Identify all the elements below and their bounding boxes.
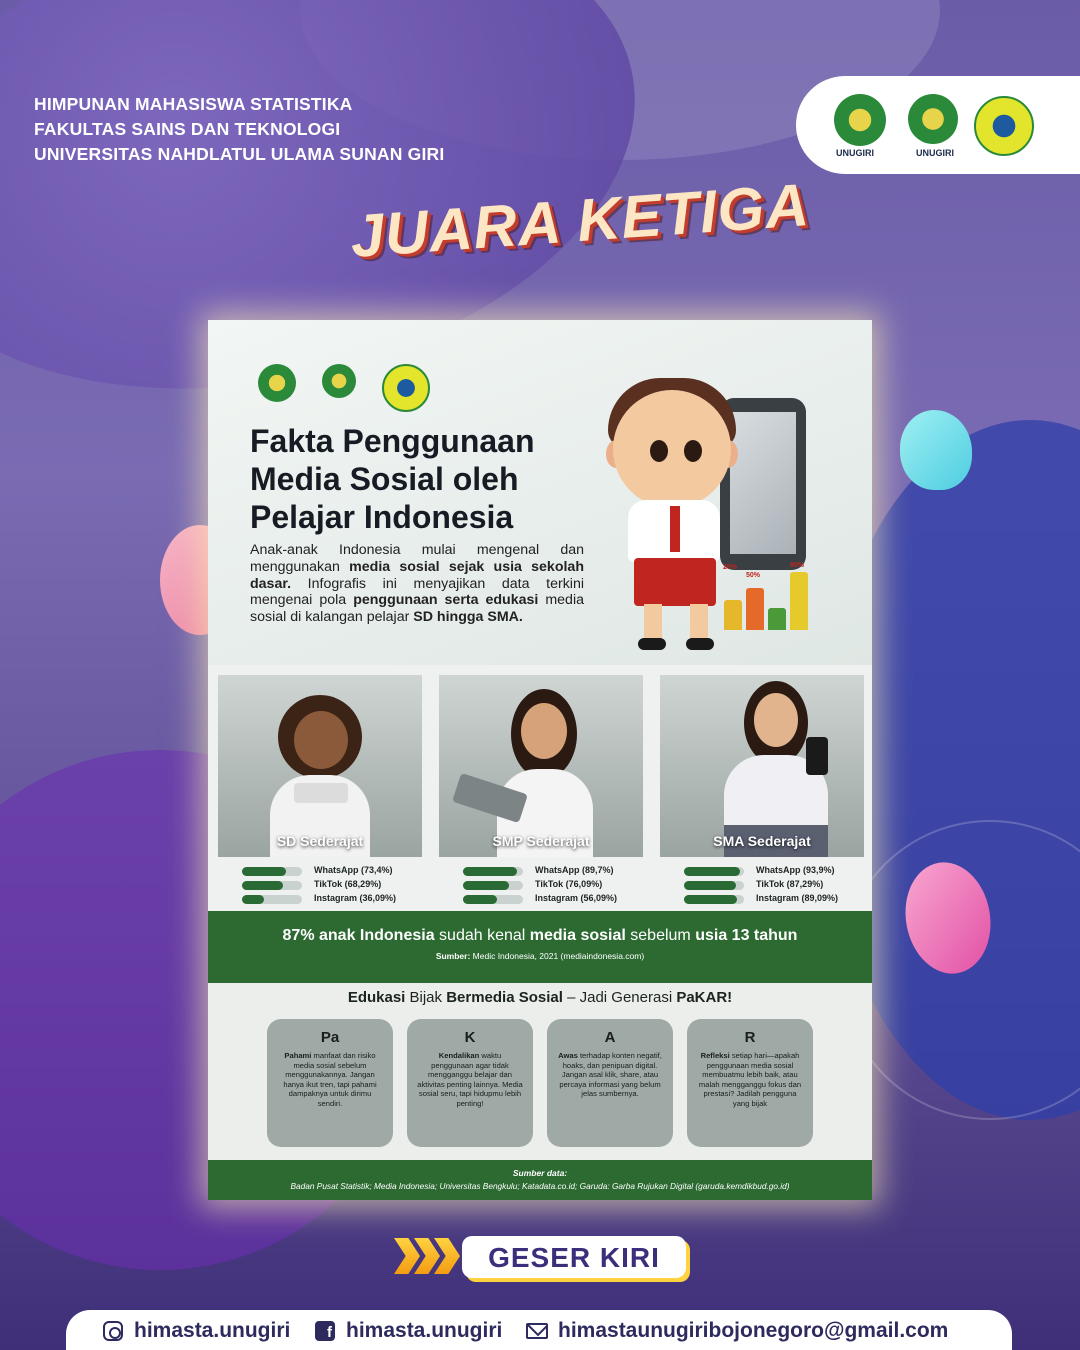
org-line-2: FAKULTAS SAINS DAN TEKNOLOGI — [34, 119, 341, 139]
pakar-card-pa — [267, 1019, 393, 1147]
card-text: Pahami manfaat dan risiko media sosial sebelum menggunakannya. Jangan hanya ikut tren, tapi pahami dampaknya untuk dirimu sendiri. — [283, 1051, 377, 1108]
bar-chart-illustration-icon — [720, 570, 816, 630]
stat-smp-whatsapp: WhatsApp (89,7%) — [463, 865, 643, 877]
card-letter: Pa — [320, 1029, 340, 1046]
poster-unugiri-logo-icon — [258, 364, 296, 402]
group-label-sma: SMA Sederajat — [713, 833, 811, 849]
stat-fill — [463, 867, 517, 876]
pakar-card-a — [547, 1019, 673, 1147]
stat-sma-instagram: Instagram (89,09%) — [684, 893, 864, 905]
group-label-sd: SD Sederajat — [276, 833, 364, 849]
phone-screen — [730, 412, 796, 554]
title-line-1: Fakta Penggunaan — [250, 423, 535, 459]
chart-label-1: 20% — [723, 564, 738, 571]
card-text: Awas terhadap konten negatif, hoaks, dan penipuan digital. Jangan asal klik, share, atau percaya informasi yang belum jelas sumbernya. — [558, 1051, 662, 1099]
contact-instagram[interactable] — [102, 1318, 290, 1344]
stat-sma-whatsapp: WhatsApp (93,9%) — [684, 865, 864, 877]
sources-title: Sumber data: — [512, 1168, 568, 1178]
poster-intro: Anak-anak Indonesia mulai mengenal dan menggunakan media sosial sejak usia sekolah dasar. Infografis ini menyajikan data terkini mengenai pola penggunaan serta edukasi media sosial di kalangan pelajar SD hingga SMA. — [250, 542, 584, 626]
contact-email[interactable] — [526, 1318, 948, 1344]
organization-name — [34, 92, 444, 167]
headline: JUARA KETIGA — [348, 171, 812, 270]
contact-facebook[interactable] — [314, 1318, 502, 1344]
stat-fill — [463, 895, 497, 904]
unugiri-logo-icon — [834, 94, 886, 146]
card-text: Kendalikan waktu penggunaan agar tidak mengganggu belajar dan aktivitas penting lainnya. Media sosial seru, tapi hidupmu lebih penting! — [417, 1051, 523, 1108]
facebook-icon: f — [315, 1321, 335, 1341]
sd-student-photo — [218, 675, 422, 857]
sources-list: Badan Pusat Statistik; Media Indonesia; Universitas Bengkulu; Katadata.co.id; Garuda: Garba Rujukan Digital (garuda.kemdikbud.go.id) — [290, 1181, 790, 1191]
org-line-3: UNIVERSITAS NAHDLATUL ULAMA SUNAN GIRI — [34, 144, 445, 164]
poster-top-section — [208, 320, 872, 665]
stat-smp-instagram: Instagram (56,09%) — [463, 893, 643, 905]
stat-smp-tiktok: TikTok (76,09%) — [463, 879, 643, 891]
poster-himasta-logo-icon — [382, 364, 430, 412]
swipe-label: GESER KIRI — [488, 1242, 660, 1273]
chart-label-3: 80% — [790, 562, 805, 569]
poster-fst-logo-icon — [322, 364, 356, 398]
fst-unugiri-logo-icon — [908, 94, 958, 144]
stat-sd-instagram: Instagram (36,09%) — [242, 893, 422, 905]
key-fact-text: 87% anak Indonesia sudah kenal media sosial sebelum usia 13 tahun — [282, 927, 798, 944]
usage-columns — [208, 665, 872, 911]
stat-fill — [242, 867, 286, 876]
sma-student-photo — [660, 675, 864, 857]
stat-sma-tiktok: TikTok (87,29%) — [684, 879, 864, 891]
education-section — [208, 983, 872, 1160]
stat-fill — [463, 881, 509, 890]
decorative-cyan-shape — [900, 410, 972, 490]
stat-fill — [684, 867, 740, 876]
stat-fill — [242, 895, 264, 904]
instagram-handle: himasta.unugiri — [134, 1319, 291, 1342]
swipe-left-button[interactable] — [392, 1232, 692, 1282]
swipe-label-box[interactable] — [462, 1236, 686, 1278]
card-letter: R — [744, 1029, 756, 1046]
pakar-card-k — [407, 1019, 533, 1147]
smp-student-photo — [439, 675, 643, 857]
stat-fill — [684, 881, 736, 890]
stat-fill — [242, 881, 283, 890]
logo-caption-1: UNUGIRI — [836, 148, 874, 158]
chevron-right-icon — [394, 1238, 420, 1274]
stat-fill — [684, 895, 737, 904]
key-fact-banner — [208, 911, 872, 983]
logo-caption-2: UNUGIRI — [916, 148, 954, 158]
contact-bar — [66, 1310, 1012, 1350]
title-line-3: Pelajar Indonesia — [250, 499, 514, 535]
poster-footer — [208, 1160, 872, 1200]
stat-sd-tiktok: TikTok (68,29%) — [242, 879, 422, 891]
pakar-card-r — [687, 1019, 813, 1147]
stat-sd-whatsapp: WhatsApp (73,4%) — [242, 865, 422, 877]
card-text: Refleksi setiap hari—apakah penggunaan media sosial membuatmu lebih baik, atau malah mengganggu fokus dan prestasi? Jadilah pengguna yang bijak — [698, 1051, 802, 1108]
group-label-smp: SMP Sederajat — [492, 833, 590, 849]
card-letter: A — [604, 1029, 616, 1046]
card-letter: K — [464, 1029, 476, 1046]
logo-bar — [796, 76, 1080, 174]
title-line-2: Media Sosial oleh — [250, 461, 519, 497]
instagram-icon — [103, 1321, 123, 1341]
education-title: Edukasi Bijak Bermedia Sosial – Jadi Generasi PaKAR! — [347, 989, 733, 1006]
infographic-poster — [208, 320, 872, 1200]
poster-title — [250, 422, 610, 536]
key-fact-source: Sumber: Medic Indonesia, 2021 (mediaindonesia.com) — [435, 951, 645, 961]
email-address: himastaunugiribojonegoro@gmail.com — [558, 1319, 949, 1342]
org-line-1: HIMPUNAN MAHASISWA STATISTIKA — [34, 94, 353, 114]
himasta-logo-icon — [974, 96, 1034, 156]
chart-label-2: 50% — [746, 572, 761, 579]
mail-icon — [526, 1323, 548, 1339]
facebook-handle: himasta.unugiri — [346, 1319, 503, 1342]
